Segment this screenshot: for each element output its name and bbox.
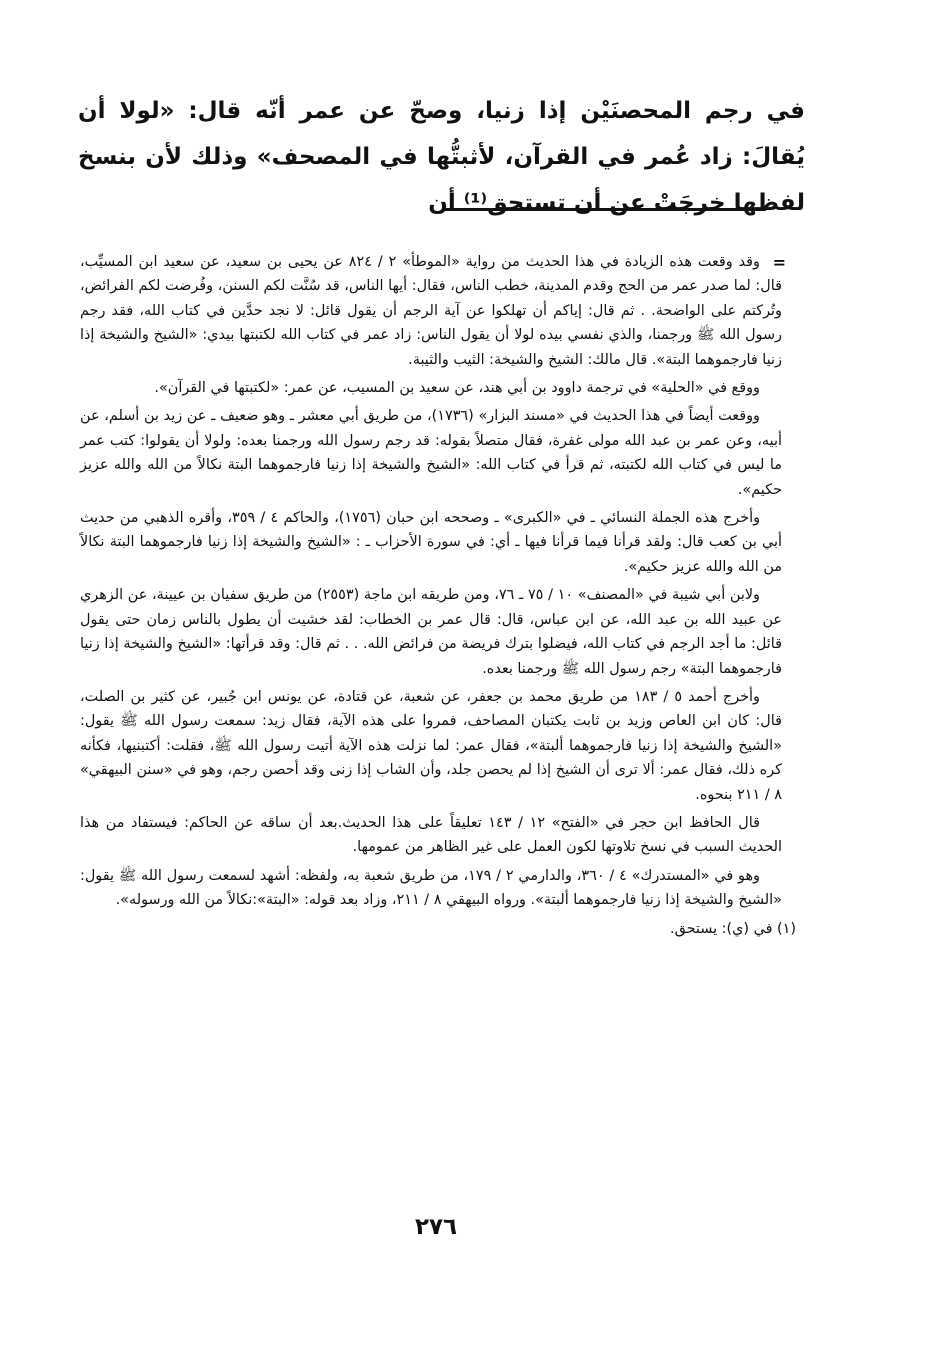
- continuation-mark: =: [772, 253, 786, 272]
- footnote-paragraph: قال الحافظ ابن حجر في «الفتح» ١٢ / ١٤٣ تعليقاً على هذا الحديث.بعد أن ساقه عن الحاكم: فيستفاد من هذا الحديث السبب في نسخ تلاوتها لكون العمل على غير الظاهر من عمومها.: [80, 814, 782, 856]
- footnote-paragraph: وهو في «المستدرك» ٤ / ٣٦٠، والدارمي ٢ / ١٧٩، من طريق شعبة به، ولفظه: أشهد لسمعت رسول الله ﷺ يقول: «الشيخ والشيخة إذا زنيا فارجموهما ألبتة». ورواه البيهقي ٨ / ٢١١، وزاد بعد قوله: «البتة»:نكالاً من الله ورسوله».: [80, 867, 782, 909]
- footnote-separator: [444, 208, 766, 211]
- main-text: [78, 88, 805, 226]
- footnotes-section: [80, 250, 796, 945]
- page-number: ٢٧٦: [414, 1214, 458, 1240]
- main-paragraph: في رجم المحصنَيْن إذا زنيا، وصحّ عن عمر أنّه قال: «لولا أن يُقالَ: زاد عُمر في القرآن، لأثبتُّها في المصحف» وذلك لأن بنسخ لفظها خرجَتْ عن أن تستحق⁽¹⁾ أن: [78, 98, 805, 216]
- footnote-1: (١) في (ي): يستحق.: [670, 920, 796, 937]
- footnote-paragraph: ووقع في «الحلية» في ترجمة داوود بن أبي هند، عن سعيد بن المسيب، عن عمر: «لكتبتها في القرآن».: [154, 380, 760, 397]
- footnote-paragraph: ووقعت أيضاً في هذا الحديث في «مسند البزار» (١٧٣٦)، من طريق أبي معشر ـ وهو ضعيف ـ عن زيد بن أسلم، عن أبيه، وعن عمر بن عبد الله مولى غفرة، فقال متصلاً بقوله: قد رجم رسول الله ورجمنا بعده: ولولا أن يقولوا: كتب عمر ما ليس في كتاب الله لكتبته، ثم قرأ في كتاب الله: «الشيخ والشيخة إذا زنيا فارجموهما البتة نكالاً من الله والله عزيز حكيم».: [80, 408, 782, 498]
- footnote-paragraph: وأخرج هذه الجملة النسائي ـ في «الكبرى» ـ وصححه ابن حبان (١٧٥٦)، والحاكم ٤ / ٣٥٩، وأقره الذهبي من حديث أبي بن كعب قال: ولقد قرأنا فيما قرأنا فيها ـ أي: في سورة الأحزاب ـ : «الشيخ والشيخة إذا زنيا فارجموهما البتة نكالاً من الله والله عزيز حكيم».: [80, 510, 782, 575]
- footnote-paragraph: ولابن أبي شيبة في «المصنف» ١٠ / ٧٥ ـ ٧٦، ومن طريقه ابن ماجة (٢٥٥٣) من طريق سفيان بن عيينة، عن الزهري عن عبيد الله بن عبد الله، عن ابن عباس، قال: قال عمر بن الخطاب: لقد خشيت أن يطول بالناس زمان حتى يقول قائل: ما أجد الرجم في كتاب الله، فيضلوا بترك فريضة من فرائض الله. . . ثم قال: وقد قرأتها: «الشيخ والشيخة إذا زنيا فارجموهما البتة» رجم رسول الله ﷺ ورجمنا بعده.: [80, 587, 782, 677]
- footnote-paragraph: وأخرج أحمد ٥ / ١٨٣ من طريق محمد بن جعفر، عن شعبة، عن قتادة، عن يونس ابن جُبير، عن كثير بن الصلت، قال: كان ابن العاص وزيد بن ثابت يكتبان المصاحف، فمروا على هذه الآية، فقال زيد: سمعت رسول الله ﷺ يقول: «الشيخ والشيخة إذا زنيا فارجموهما ألبتة»، فقال عمر: لما نزلت هذه الآية أتيت رسول الله ﷺ، فقلت: أكتبنيها، فكأنه كره ذلك، فقال عمر: ألا ترى أن الشيخ إذا لم يحصن جلد، وأن الشاب إذا زنى وقد أحصن رجم، وهو في «سنن البيهقي» ٨ / ٢١١ بنحوه.: [80, 688, 782, 803]
- footnote-paragraph: وقد وقعت هذه الزيادة في هذا الحديث من رواية «الموطأ» ٢ / ٨٢٤ عن يحيى بن سعيد، عن سعيد ابن المسيِّب، قال: لما صدر عمر من الحج وقدم المدينة، خطب الناس، فقال: أيها الناس، قد سُنَّت لكم السنن، وفُرضت لكم الفرائض، وتُركتم على الواضحة. . ثم قال: إياكم أن تهلكوا عن آية الرجم أن يقول قائل: لا نجد حدَّين في كتاب الله، فقد رجم رسول الله ﷺ ورجمنا، والذي نفسي بيده لولا أن يقول الناس: زاد عمر في كتاب الله لكتبتها بيدي: «الشيخ والشيخة إذا زنيا فارجموهما البتة». قال مالك: الشيخ والشيخة: الثيب والثيبة.: [80, 254, 782, 368]
